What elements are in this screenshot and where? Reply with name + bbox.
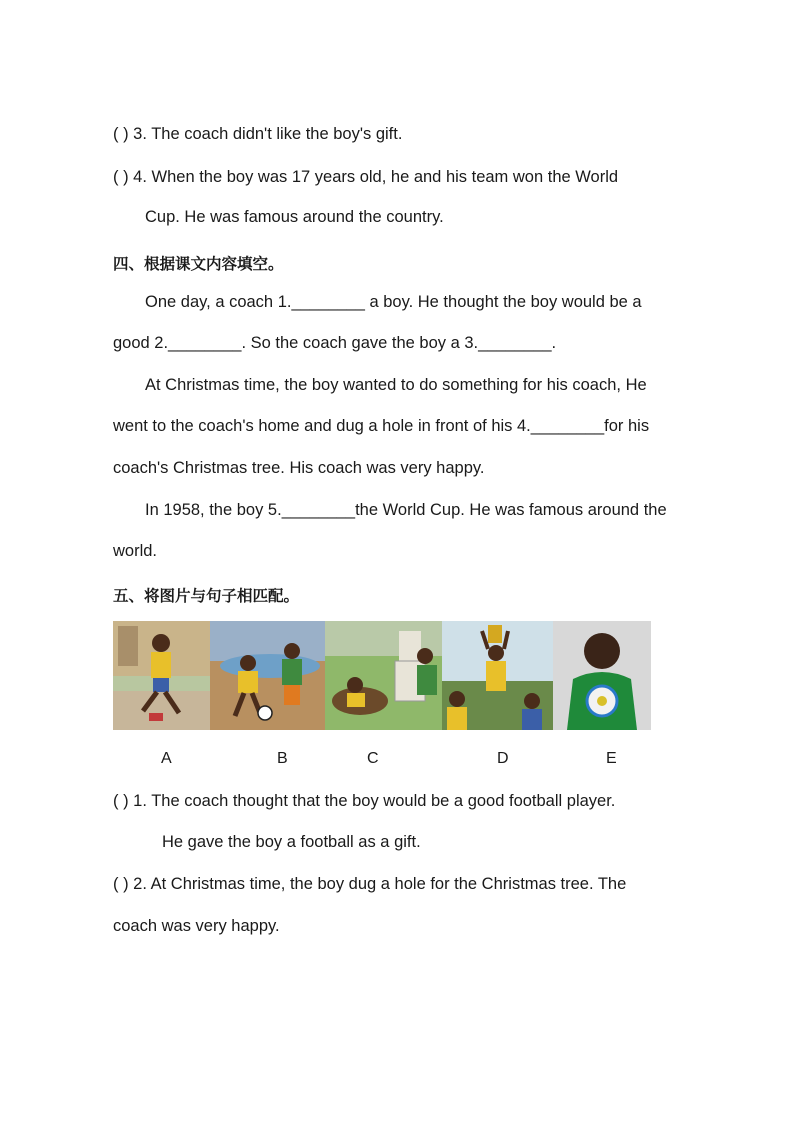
- player-lifting-trophy-illustration: [442, 621, 553, 730]
- boy-playing-football-illustration: [210, 621, 325, 730]
- section-4-heading: 四、根据课文内容填空。: [113, 255, 284, 273]
- passage-line: In 1958, the boy 5.________the World Cup. He was famous around the: [145, 501, 667, 519]
- question-text: 2. At Christmas time, the boy dug a hole for the Christmas tree. The: [133, 875, 627, 893]
- boy-digging-hole-illustration: [325, 621, 442, 730]
- question-text: 3. The coach didn't like the boy's gift.: [133, 125, 403, 143]
- answer-paren[interactable]: ( ): [113, 125, 129, 143]
- match-question-2: [113, 875, 626, 894]
- match-question-2-continued: coach was very happy.: [113, 917, 280, 935]
- picture-label: E: [606, 750, 617, 767]
- question-text: 4. When the boy was 17 years old, he and his team won the World: [133, 168, 619, 186]
- passage-line: world.: [113, 542, 158, 560]
- picture-label: D: [497, 750, 509, 767]
- picture-label: A: [161, 750, 172, 767]
- passage-line: One day, a coach 1.________ a boy. He thought the boy would be a: [145, 293, 642, 311]
- picture-label: C: [367, 750, 379, 767]
- picture-label: B: [277, 750, 288, 767]
- passage-line: coach's Christmas tree. His coach was very happy.: [113, 459, 485, 477]
- match-question-1: [113, 792, 615, 811]
- question-4: [113, 168, 618, 187]
- man-holding-football-photo: [553, 621, 651, 730]
- boy-kicking-can-illustration: [113, 621, 210, 730]
- match-question-1-continued: He gave the boy a football as a gift.: [162, 833, 421, 851]
- question-3: [113, 125, 402, 144]
- answer-paren[interactable]: ( ): [113, 875, 129, 893]
- question-4-continued: Cup. He was famous around the country.: [145, 208, 444, 226]
- passage-line: went to the coach's home and dug a hole in front of his 4.________for his: [113, 417, 650, 435]
- passage-line: good 2.________. So the coach gave the boy a 3.________.: [113, 334, 557, 352]
- passage-line: At Christmas time, the boy wanted to do something for his coach, He: [145, 376, 647, 394]
- answer-paren[interactable]: ( ): [113, 168, 129, 186]
- section-5-heading: 五、将图片与句子相匹配。: [113, 587, 300, 605]
- question-text: 1. The coach thought that the boy would be a good football player.: [133, 792, 616, 810]
- answer-paren[interactable]: ( ): [113, 792, 129, 810]
